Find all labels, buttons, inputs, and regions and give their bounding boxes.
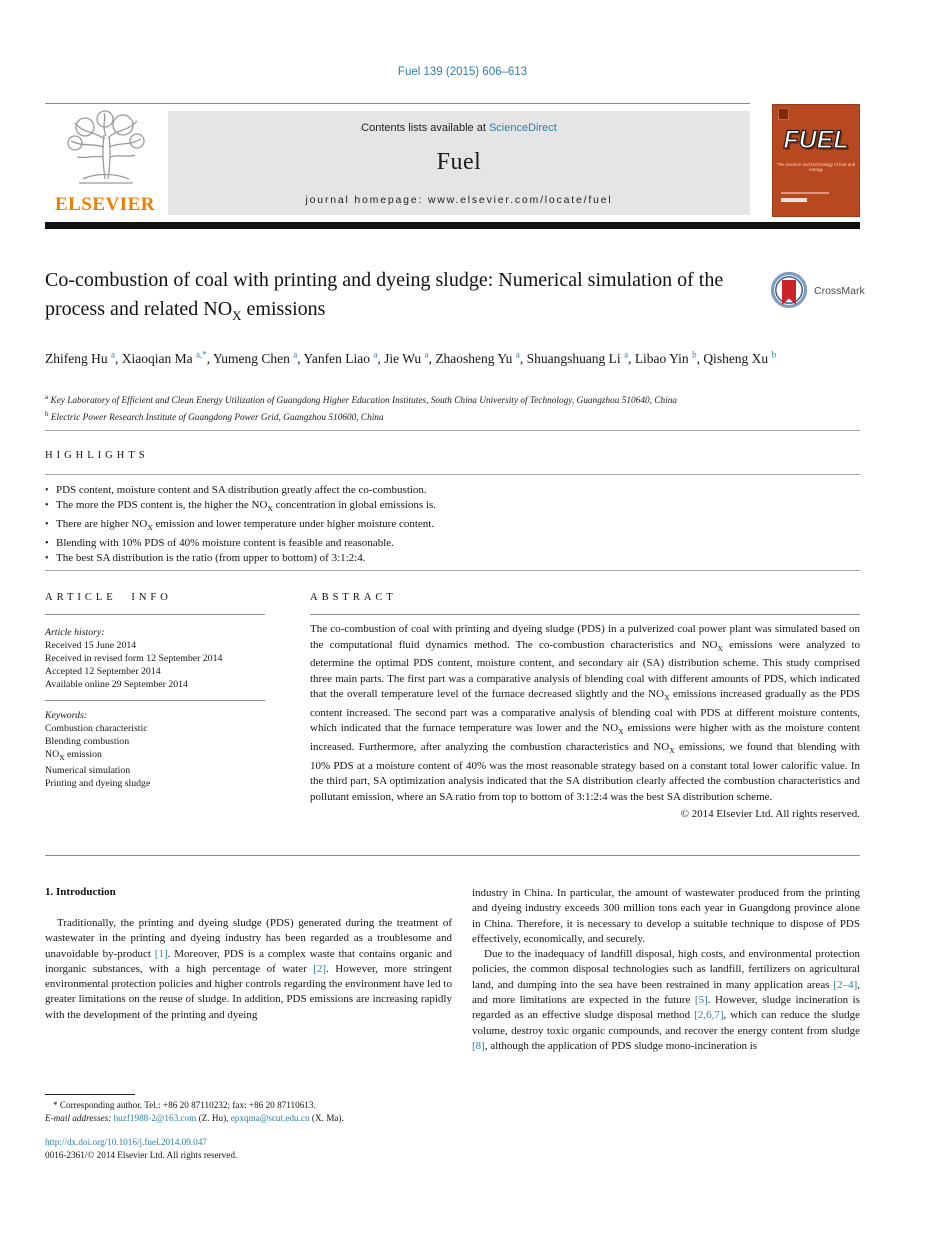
journal-cover-thumbnail — [772, 104, 860, 217]
article-info-heading: ARTICLE INFO — [45, 592, 172, 603]
body-column-right — [472, 886, 860, 1054]
email-link[interactable]: epxqma@scut.edu.cn — [230, 1113, 310, 1123]
footnote — [45, 1099, 455, 1125]
abstract-text: The co-combustion of coal with printing and dyeing sludge (PDS) in a pulverized coal power plant was simulated based on the computational fluid dynamics method. The co-combustion characteristics and $NO_X$ emissions were analyzed to determine the optimal PDS content, moisture content, and secondary air (SA) distribution scheme. This study comprised three main parts. The first part was a comparative analysis of blending coal with different amounts of PDS, which indicated that the overall temperature level of the furnace decreased slightly and the $NO_X$ emissions increased gradually as the PDS content increased. The second part was a comparative analysis of blending coal with PDS at different moisture contents, which indicated that the furnace temperature was lower and the $NO_X$ emissions were higher with as the moisture content increased. Furthermore, after analyzing the combustion characteristics and $NO_X$ emissions, we found that blending with 10% PDS at a moisture content of 40% was the most reasonable strategy based on a constant total lower calorific value. In the third part, SA optimization analysis indicated that the SA distribution clearly affected the combustion characteristics and pollutant emission, where an SA ratio from top to bottom of 3:1:2:4 was the best SA distribution scheme. — [310, 623, 861, 803]
elsevier-wordmark: ELSEVIER — [54, 194, 156, 215]
affiliation-a: $^a$ Key Laboratory of Efficient and Clean Energy Utilization of Guangdong Higher Education Institutes, South China University of Technology, Guangzhou 510640, China — [45, 393, 677, 407]
section-heading-introduction: 1. Introduction — [45, 886, 116, 898]
keywords-label: Keywords: — [45, 710, 88, 721]
author: Shuangshuang Li $^a$ , — [527, 351, 635, 366]
doi-link[interactable]: http://dx.doi.org/10.1016/j.fuel.2014.09.047 — [45, 1137, 207, 1147]
author: Zhaosheng Yu $^a$ , — [435, 351, 526, 366]
subscript-x: X — [232, 308, 242, 323]
reference-link[interactable]: [8] — [472, 1039, 485, 1052]
intro-paragraph: Due to the inadequacy of landfill disposal, high costs, and environmental protection policies, the common disposal technologies such as landfill, fertilizers on agricultural land, and dumping into the sea have been restrained in many application areas [2–4], and more limitations are expected in the future [5]. However, sludge incineration is regarded as an effective sludge disposal method [2,6,7], which can reduce the sludge volume, destroy toxic organic compounds, and recover the energy content from sludge [8], although the application of PDS sludge mono-incineration is — [472, 948, 860, 1052]
highlight-item: • The best SA distribution is the ratio (from upper to bottom) of 3:1:2:4. — [45, 551, 685, 566]
reference-link[interactable]: [2] — [313, 962, 327, 975]
history-line: Available online 29 September 2014 — [45, 679, 188, 690]
reference-link[interactable]: [2,6,7] — [694, 1009, 724, 1022]
divider — [45, 430, 860, 431]
author: Yumeng Chen $^a$ , — [213, 351, 304, 366]
divider — [45, 614, 265, 615]
highlights-list — [45, 483, 685, 566]
crossmark-label: CrossMark — [814, 285, 865, 297]
intro-paragraph: Traditionally, the printing and dyeing sludge (PDS) generated during the treatment of wastewater in the printing and dyeing industry has been regarded as a troublesome and unavoidable by-product [1]. Moreover, PDS is a complex waste that contains organic and inorganic substances, with a high percentage of water [2]. However, more stringent environmental protection policies and higher controls regarding the environment have led to greater limitations on the reuse of sludge. In addition, PDS emissions are increasing rapidly with the development of the printing and dyeing — [45, 917, 452, 1021]
history-label: Article history: — [45, 627, 105, 638]
intro-paragraph: industry in China. In particular, the amount of wastewater produced from the printing and dyeing industry exceeds 300 million tons each year in Guangdong province alone in China. Therefore, it is necessary to develop a suitable technique to dispose of PDS effectively, economically, and securely. — [472, 887, 860, 945]
author: Libao Yin $^b$ , — [635, 351, 704, 366]
cover-decoration — [781, 198, 807, 202]
email-line: E-mail addresses: huzf1988-2@163.com (Z. Hu), epxqma@scut.edu.cn (X. Ma). — [45, 1113, 344, 1123]
keyword: Blending combustion — [45, 736, 130, 747]
keyword: Printing and dyeing sludge — [45, 777, 151, 789]
affiliation-b: $^b$ Electric Power Research Institute of Guangdong Power Grid, Guangzhou 510600, China — [45, 410, 384, 424]
issn-copyright-line: 0016-2361/© 2014 Elsevier Ltd. All rights reserved. — [45, 1150, 238, 1160]
masthead-rule — [45, 222, 860, 229]
footnote-rule — [45, 1094, 135, 1095]
elsevier-logo — [45, 109, 165, 216]
highlight-item: • There are higher $NO_X$ emission and lower temperature under higher moisture content. — [45, 517, 685, 536]
cover-publisher-mark-icon — [779, 109, 788, 119]
copyright-line: © 2014 Elsevier Ltd. All rights reserved. — [680, 808, 860, 821]
keyword: Combustion characteristic — [45, 723, 148, 734]
divider — [45, 103, 750, 104]
author: Yanfen Liao $^a$ , — [303, 351, 384, 366]
highlight-item: • The more the PDS content is, the higher the $NO_X$ concentration in global emissions is. — [45, 498, 685, 517]
article-info-column — [45, 626, 275, 790]
reference-link[interactable]: [2–4] — [833, 978, 858, 991]
page-footer — [45, 1136, 455, 1162]
cover-subtitle: The science and technology of fuel and energy — [776, 162, 856, 172]
crossmark-badge[interactable] — [770, 272, 865, 312]
highlight-item: • PDS content, moisture content and SA distribution greatly affect the co-combustion. — [45, 483, 685, 498]
body-column-left — [45, 916, 452, 1023]
divider — [45, 474, 860, 475]
divider — [45, 855, 860, 856]
abstract-column — [310, 622, 860, 823]
cover-decoration — [781, 192, 829, 194]
journal-masthead-box — [168, 111, 750, 215]
reference-link[interactable]: [1] — [154, 947, 168, 960]
crossmark-icon — [770, 272, 810, 312]
author: Xiaoqian Ma $^{a,*}$ , — [122, 351, 213, 366]
divider — [310, 614, 860, 615]
history-line: Received 15 June 2014 — [45, 640, 137, 651]
email-link[interactable]: huzf1988-2@163.com — [113, 1113, 197, 1123]
history-line: Received in revised form 12 September 2014 — [45, 653, 223, 664]
highlight-item: • Blending with 10% PDS of 40% moisture content is feasible and reasonable. — [45, 536, 685, 551]
abstract-heading: ABSTRACT — [310, 592, 397, 603]
history-line: Accepted 12 September 2014 — [45, 666, 161, 677]
author: Jie Wu $^a$ , — [384, 351, 435, 366]
contents-line: Contents lists available at ScienceDirect — [361, 122, 557, 134]
journal-homepage-link[interactable]: journal homepage: www.elsevier.com/locate/fuel — [305, 194, 613, 206]
article-title: Co-combustion of coal with printing and dyeing sludge: Numerical simulation of the process and related $NO_X$ emissions — [45, 269, 724, 323]
keyword: Numerical simulation — [45, 764, 131, 776]
affiliations — [45, 391, 860, 425]
divider — [45, 570, 860, 571]
sciencedirect-link[interactable]: ScienceDirect — [488, 122, 557, 134]
cover-title: FUEL — [783, 126, 849, 154]
corresponding-author-note: * Corresponding author. Tel.: +86 20 87110232; fax: +86 20 87110613. — [53, 1100, 316, 1110]
author-list — [45, 344, 785, 369]
highlights-heading: HIGHLIGHTS — [45, 450, 149, 461]
journal-name: Fuel — [436, 149, 482, 175]
journal-citation: Fuel 139 (2015) 606–613 — [397, 66, 528, 78]
reference-link[interactable]: [5] — [694, 994, 708, 1007]
author: Zhifeng Hu $^a$ , — [45, 351, 122, 366]
keyword: $NO_X$ emission — [45, 749, 102, 762]
author: Qisheng Xu $^b$ — [703, 349, 777, 366]
divider — [45, 700, 265, 701]
elsevier-tree-icon — [55, 109, 155, 191]
